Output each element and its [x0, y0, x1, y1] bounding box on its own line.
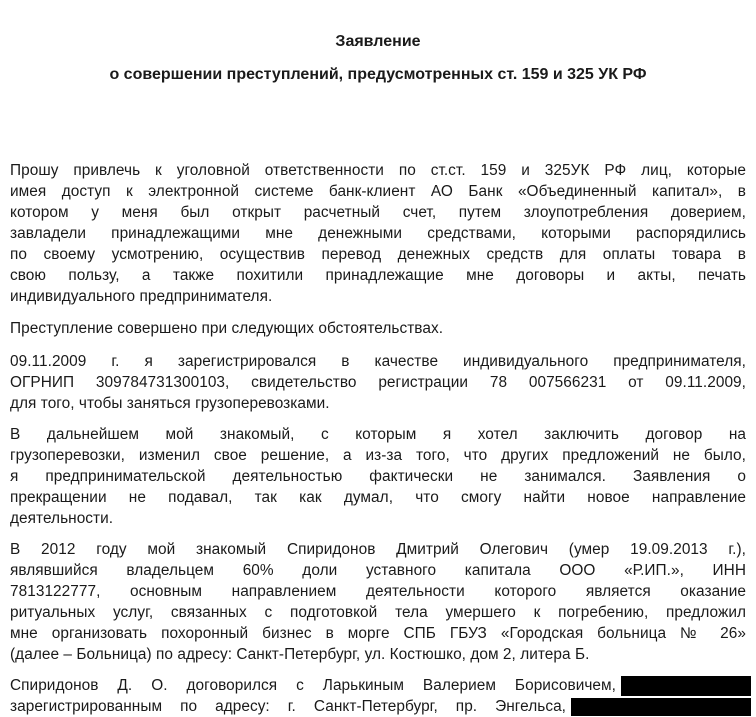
redaction-block — [571, 698, 751, 716]
text-line: мне организовать похоронный бизнес в морге СПБ ГБУЗ «Городская больница № 26» — [10, 625, 746, 642]
text-line: Преступление совершено при следующих обстоятельствах. — [10, 320, 444, 337]
text-line: 09.11.2009 г. я зарегистрировался в качестве индивидуального предпринимателя, — [10, 353, 746, 370]
paragraph-circumstances — [10, 318, 746, 339]
text-line: деятельности. — [10, 510, 114, 527]
redaction-block — [621, 676, 751, 696]
paragraph-request — [10, 160, 746, 307]
text-line: грузоперевозки, изменил свое решение, а из-за того, что других предложений не было, — [10, 447, 746, 464]
text-line: завладели принадлежащими мне денежными средствами, которыми распорядились — [10, 225, 746, 242]
text-line: В 2012 году мой знакомый Спиридонов Дмитрий Олегович (умер 19.09.2013 г.), — [10, 541, 746, 558]
document-title: Заявление — [335, 33, 421, 50]
text-line: для того, чтобы заняться грузоперевозками. — [10, 395, 330, 412]
text-line: Спиридонов Д. О. договорился с Ларькиным Валерием Борисовичем, — [10, 677, 616, 694]
text-line: Прошу привлечь к уголовной ответственности по ст.ст. 159 и 325УК РФ лиц, которые — [10, 162, 746, 179]
text-line: индивидуального предпринимателя. — [10, 288, 273, 305]
text-line: по своему усмотрению, осуществив перевод денежных средств для оплаты товара в — [10, 246, 746, 263]
paragraph-registration — [10, 351, 746, 414]
text-line: зарегистрированным по адресу: г. Санкт-Петербург, пр. Энгельса, — [10, 698, 566, 715]
text-line: 7813122777, основным направлением деятельности которого является оказание — [10, 583, 746, 600]
text-line: ритуальных услуг, связанных с подготовкой тела умершего к погребению, предложил — [10, 604, 746, 621]
text-line: (далее – Больница) по адресу: Санкт-Петербург, ул. Костюшко, дом 2, литера Б. — [10, 646, 590, 663]
text-line: котором у меня был открыт расчетный счет, путем злоупотребления доверием, — [10, 204, 746, 221]
text-line: прекращении не подавал, так как думал, что смогу найти новое направление — [10, 489, 746, 506]
document-subtitle: о совершении преступлений, предусмотренных ст. 159 и 325 УК РФ — [109, 66, 647, 83]
paragraph-spiridonov-cont — [10, 696, 566, 717]
text-line: В дальнейшем мой знакомый, с которым я хотел заключить договор на — [10, 426, 746, 443]
text-line: ОГРНИП 309784731300103, свидетельство регистрации 78 007566231 от 09.11.2009, — [10, 374, 746, 391]
text-line: я предпринимательской деятельностью фактически не занимался. Заявления о — [10, 468, 746, 485]
paragraph-subsequent — [10, 424, 746, 529]
text-line: имея доступ к электронной системе банк-клиент АО Банк «Объединенный капитал», в — [10, 183, 746, 200]
paragraph-2012 — [10, 539, 746, 665]
paragraph-spiridonov — [10, 675, 616, 696]
text-line: являвшийся владельцем 60% доли уставного капитала ООО «Р.ИП.», ИНН — [10, 562, 746, 579]
text-line: свою пользу, а также похитили принадлежащие мне договоры и акты, печать — [10, 267, 746, 284]
